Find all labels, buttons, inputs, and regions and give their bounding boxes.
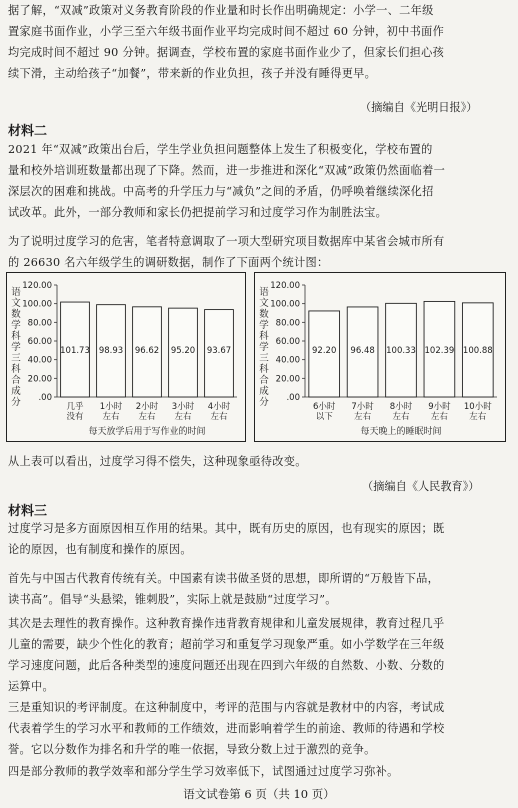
- material2-line-2: 量和校外培训班数量都出现了下降。然而，进一步推进和深化“双减”政策仍然面临着一: [8, 164, 446, 177]
- bar-value-label: 95.20: [170, 346, 196, 356]
- x-tick-label: 7小时: [351, 402, 374, 412]
- x-tick-label: 几乎: [66, 402, 84, 412]
- bar-value-label: 96.62: [134, 346, 160, 356]
- y-tick-label: 120.00: [22, 281, 52, 291]
- material2-line-4: 试改革。此外，一部分教师和家长仍把提前学习和过度学习作为制胜法宝。: [8, 206, 388, 219]
- y-axis-title-char: 文: [11, 298, 21, 309]
- y-axis-title-char: 科: [11, 364, 21, 375]
- y-tick-label: 100.00: [270, 299, 300, 310]
- material1-line-1: 据了解，“双减”政策对义务教育阶段的作业量和时长作出明确规定：小学一、二年级: [8, 4, 434, 17]
- y-tick-label: 40.00: [275, 355, 300, 366]
- material2-line-3: 深层次的困难和挑战。中高考的升学压力与“减负”之间的矛盾，仍呼唤着继续深化招: [8, 185, 434, 198]
- page-footer: 语文试卷第 6 页（共 10 页）: [183, 787, 335, 801]
- material3-line-12: 四是部分教师的教学效率和部分学生学习效率低下，试图通过过度学习弥补。: [8, 765, 399, 778]
- y-axis-title-char: 学: [11, 342, 21, 353]
- material3-heading: 材料三: [8, 504, 48, 519]
- y-tick-label: 120.00: [270, 281, 300, 291]
- material2-heading: 材料二: [8, 124, 48, 139]
- x-tick-label: 左右: [138, 412, 156, 422]
- x-tick-label: 9小时: [428, 402, 451, 412]
- bar-value-label: 102.39: [424, 346, 455, 356]
- material2-line-5: 为了说明过度学习的危害，笔者特意调取了一项大型研究项目数据库中某省会城市所有: [8, 235, 445, 248]
- y-axis-title-char: 合: [259, 375, 269, 386]
- y-axis-title-char: 文: [259, 298, 269, 309]
- material1-line-3: 均完成时间不超过 90 分钟。据调查，学校布置的家庭书面作业少了，但家长们担心孩: [8, 46, 445, 59]
- material1-line-4: 续下滑，主动给孩子“加餐”，带来新的作业负担，孩子并没有睡得更早。: [8, 67, 377, 80]
- sleep-chart-frame: [254, 272, 506, 442]
- x-tick-label: 左右: [430, 412, 448, 422]
- x-tick-label: 左右: [102, 412, 120, 422]
- bar-value-label: 98.93: [98, 346, 124, 356]
- material2-line-6: 的 26630 名六年级学生的调研数据，制作了下面两个统计图：: [8, 256, 329, 269]
- x-tick-label: 左右: [392, 412, 410, 422]
- bar-value-label: 101.73: [60, 346, 90, 356]
- material3-line-5: 其次是去理性的教育操作。这种教育操作违背教育规律和儿童发展规律，教育过程几乎: [8, 617, 445, 630]
- y-axis-title-char: 分: [11, 397, 21, 408]
- x-tick-label: 3小时: [171, 402, 195, 412]
- y-axis-title-char: 成: [259, 386, 269, 397]
- material3-line-3: 首先与中国古代教育传统有关。中国素有读书做圣贤的思想，即所谓的“万般皆下品，: [8, 572, 440, 585]
- material3-line-9: 三是重知识的考评制度。在这种制度中，考评的范围与内容就是教材中的内容，考试成: [8, 701, 445, 714]
- y-axis-title-char: 数: [259, 309, 269, 320]
- y-tick-label: 80.00: [27, 318, 52, 329]
- y-axis-title-char: 三: [259, 353, 269, 364]
- material3-line-1: 过度学习是多方面原因相互作用的结果。其中，既有历史的原因，也有现实的原因；既: [8, 522, 445, 535]
- material2-source: （摘编自《人民教育》）: [362, 480, 480, 493]
- x-tick-label: 左右: [469, 412, 487, 422]
- y-axis-title-char: 学: [259, 342, 269, 353]
- material3-line-4: 读书高”。倡导“头悬梁，锥刺股”，实际上就是鼓励“过度学习”。: [8, 593, 337, 606]
- y-tick-label: .00: [38, 393, 52, 403]
- material3-line-6: 儿童的需要，缺少个性化的教育；超前学习和重复学习现象严重。如小学数学在三年级: [8, 638, 445, 651]
- material3-line-2: 论的原因，也有制度和操作的原因。: [8, 543, 192, 556]
- y-tick-label: 100.00: [22, 299, 52, 310]
- x-tick-label: 左右: [174, 412, 192, 422]
- y-axis-title-char: 数: [11, 309, 21, 320]
- y-tick-label: 60.00: [27, 337, 52, 347]
- x-axis-title: 每天晚上的睡眠时间: [360, 427, 442, 437]
- material3-line-10: 代表着学生的学习水平和教师的工作绩效，进而影响着学生的前途、教师的待遇和学校: [8, 722, 445, 735]
- x-tick-label: 没有: [66, 412, 84, 422]
- x-tick-label: 左右: [210, 412, 228, 422]
- y-tick-label: 20.00: [27, 374, 52, 385]
- homework-chart-frame: [6, 272, 246, 442]
- material1-line-2: 置家庭书面作业，小学三至六年级书面作业平均完成时间不超过 60 分钟，初中书面作: [8, 25, 445, 38]
- homework-time-chart: [7, 273, 245, 441]
- material2-conclusion: 从上表可以看出，过度学习得不偿失，这种现象亟待改变。: [8, 455, 307, 468]
- material3-line-8: 运算中。: [8, 680, 54, 693]
- x-tick-label: 2小时: [135, 402, 159, 412]
- y-axis-title-char: 语: [11, 287, 21, 298]
- y-axis-title-char: 科: [11, 331, 21, 342]
- material2-line-1: 2021 年“双减”政策出台后，学生学业负担问题整体上发生了积极变化，学校布置的: [8, 143, 433, 156]
- x-tick-label: 6小时: [312, 402, 336, 412]
- x-tick-label: 以下: [315, 412, 333, 422]
- y-axis-title-char: 科: [259, 364, 269, 375]
- y-axis-title-char: 合: [11, 375, 21, 386]
- bar-value-label: 100.33: [386, 346, 416, 356]
- bar-value-label: 96.48: [350, 346, 375, 356]
- material3-line-7: 学习速度问题，此后各种类型的速度问题还出现在四到六年级的自然数、小数、分数的: [8, 659, 445, 672]
- sleep-time-chart: [255, 273, 505, 441]
- y-axis-title-char: 分: [259, 397, 269, 408]
- bar-value-label: 92.20: [312, 346, 337, 356]
- material1-source: （摘编自《光明日报》）: [360, 101, 478, 114]
- y-tick-label: 40.00: [27, 355, 52, 366]
- material3-line-11: 誉。它以分数作为排名和升学的唯一依据，导致分数上过于激烈的竞争。: [8, 743, 376, 756]
- y-axis-title-char: 三: [11, 353, 21, 364]
- x-tick-label: 8小时: [389, 402, 413, 412]
- y-tick-label: 60.00: [275, 337, 300, 347]
- x-tick-label: 左右: [354, 412, 372, 422]
- x-tick-label: 10小时: [463, 402, 492, 412]
- y-axis-title-char: 成: [11, 386, 21, 397]
- x-tick-label: 1小时: [99, 402, 123, 412]
- bar-value-label: 93.67: [206, 346, 232, 356]
- y-axis-title-char: 学: [259, 320, 269, 331]
- x-tick-label: 4小时: [207, 402, 231, 412]
- y-axis-title-char: 学: [11, 320, 21, 331]
- y-tick-label: .00: [286, 393, 300, 403]
- bar-value-label: 100.88: [462, 346, 493, 356]
- y-axis-title-char: 科: [259, 331, 269, 342]
- y-tick-label: 80.00: [275, 318, 300, 329]
- y-tick-label: 20.00: [275, 374, 300, 385]
- y-axis-title-char: 语: [259, 287, 269, 298]
- x-axis-title: 每天放学后用于写作业的时间: [88, 427, 206, 437]
